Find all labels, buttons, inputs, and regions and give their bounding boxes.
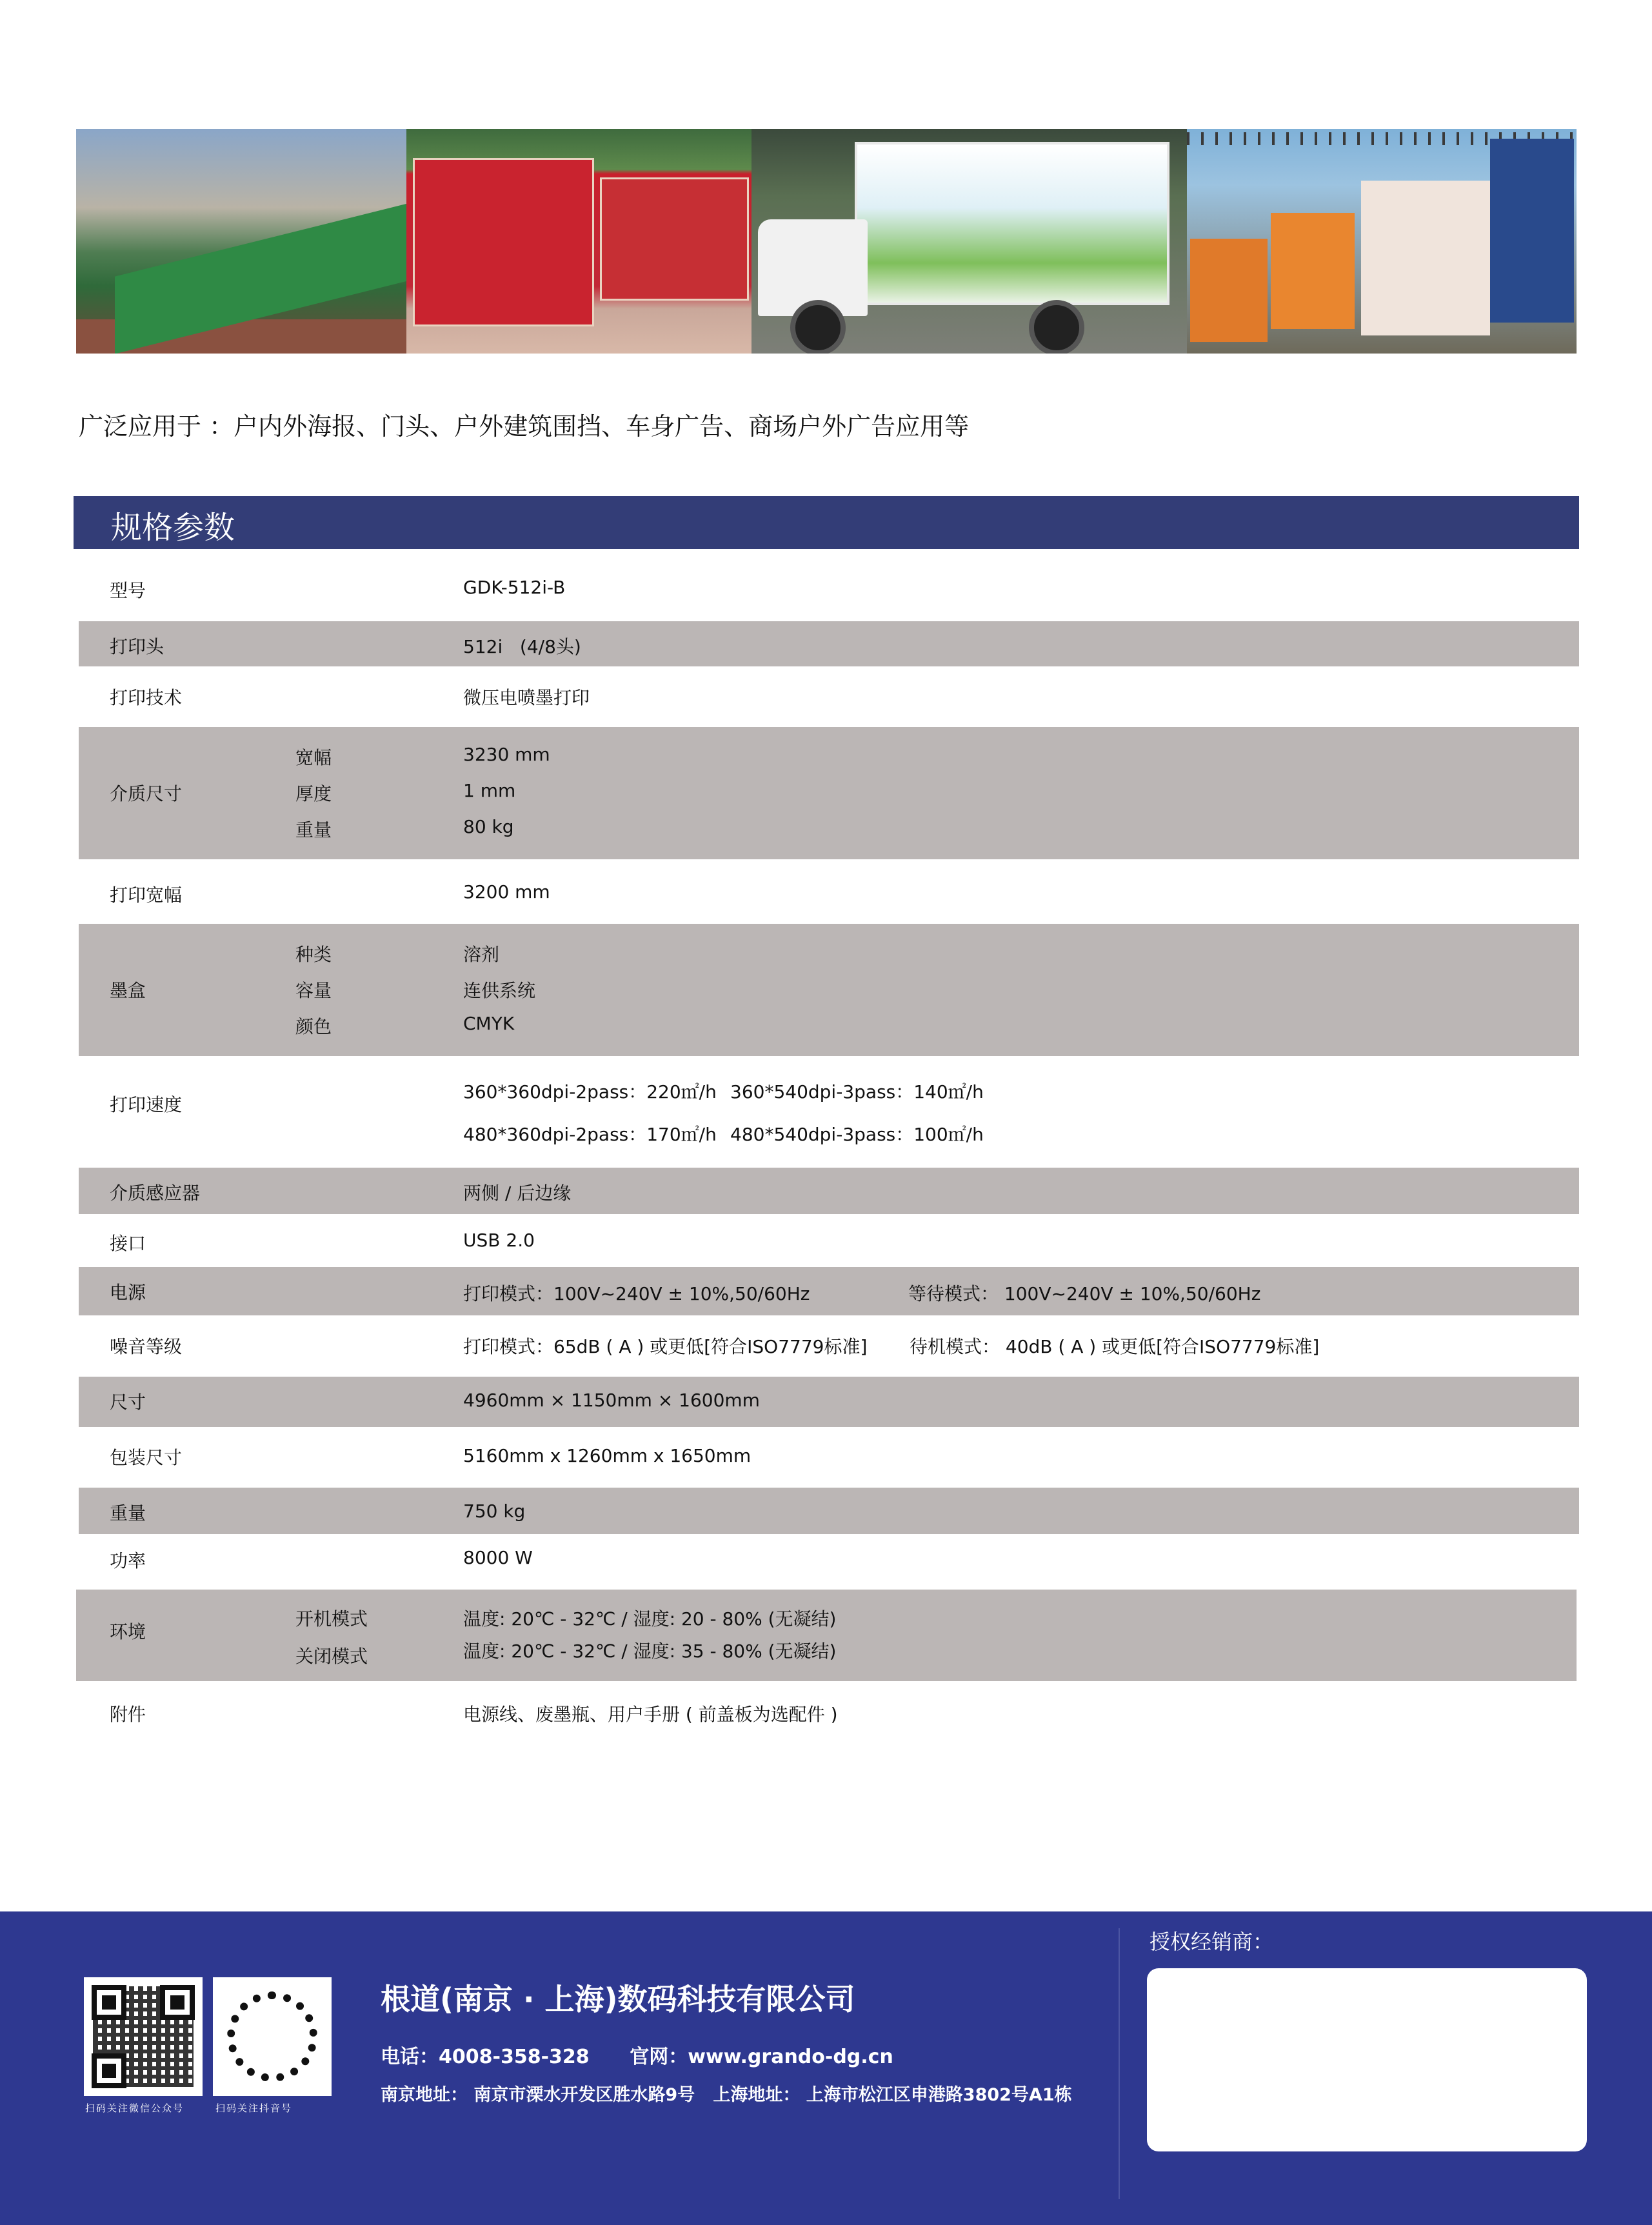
spec-value: 360*540dpi-3pass：140㎡/h xyxy=(730,1081,984,1103)
spec-row-media xyxy=(79,727,1579,859)
spec-section-header xyxy=(74,496,1579,549)
spec-sub-label: 宽幅 xyxy=(295,747,332,768)
spec-value: GDK-512i-B xyxy=(463,577,566,598)
spec-row-tech xyxy=(79,671,1579,721)
spec-sub-label: 种类 xyxy=(295,944,332,965)
spec-label: 接口 xyxy=(110,1233,146,1254)
spec-value: 480*360dpi-2pass：170㎡/h xyxy=(463,1124,717,1145)
spec-sub-label: 颜色 xyxy=(295,1016,332,1037)
spec-label: 介质尺寸 xyxy=(110,783,183,804)
spec-label: 尺寸 xyxy=(110,1392,146,1413)
spec-label: 重量 xyxy=(110,1502,146,1524)
spec-label: 打印头 xyxy=(110,636,164,657)
spec-row-ink xyxy=(79,924,1579,1056)
spec-label: 打印速度 xyxy=(110,1094,183,1115)
spec-row-speed xyxy=(79,1061,1579,1164)
spec-value: 两侧 / 后边缘 xyxy=(463,1182,572,1204)
spec-row-environment xyxy=(76,1590,1577,1681)
spec-label: 打印技术 xyxy=(110,687,183,708)
spec-value: 80 kg xyxy=(463,816,514,837)
wechat-qr-code xyxy=(84,1977,203,2096)
spec-row-sensor xyxy=(79,1168,1579,1214)
company-address: 南京地址： 南京市溧水开发区胜水路9号 上海地址： 上海市松江区申港路3802号A1栋 xyxy=(381,2085,1072,2105)
photo-outdoor-billboards xyxy=(1187,129,1577,354)
spec-value: CMYK xyxy=(463,1013,515,1034)
spec-sub-label: 关闭模式 xyxy=(295,1646,368,1667)
spec-value: 8000 W xyxy=(463,1547,533,1568)
spec-value: 3230 mm xyxy=(463,744,550,765)
spec-row-printhead xyxy=(79,621,1579,666)
spec-label: 型号 xyxy=(110,580,146,601)
spec-label: 功率 xyxy=(110,1550,146,1571)
spec-value: 打印模式：100V~240V ± 10%,50/60Hz xyxy=(463,1283,810,1304)
spec-row-power xyxy=(79,1267,1579,1315)
footer xyxy=(0,1911,1652,2225)
spec-value: 电源线、废墨瓶、用户手册 ( 前盖板为选配件 ) xyxy=(463,1704,838,1725)
spec-value: USB 2.0 xyxy=(463,1230,535,1251)
qr-caption-wechat: 扫码关注微信公众号 xyxy=(85,2102,184,2114)
spec-row-package xyxy=(79,1428,1579,1486)
footer-divider xyxy=(1119,1928,1120,2199)
spec-value: 3200 mm xyxy=(463,881,550,903)
spec-value: 4960mm × 1150mm × 1600mm xyxy=(463,1390,760,1411)
douyin-qr-code xyxy=(213,1977,332,2096)
spec-value: 温度: 20℃ - 32℃ / 湿度: 20 - 80% (无凝结) xyxy=(463,1608,837,1630)
spec-label: 环境 xyxy=(110,1621,146,1642)
photo-pharmacy-storefront xyxy=(76,129,406,354)
spec-value: 溶剂 xyxy=(463,944,500,965)
spec-label: 包装尺寸 xyxy=(110,1447,183,1468)
photo-truck-body-ad xyxy=(751,129,1187,354)
company-name: 根道(南京 · 上海)数码科技有限公司 xyxy=(381,1982,855,2017)
spec-value: 连供系统 xyxy=(463,980,536,1001)
qr-caption-douyin: 扫码关注抖音号 xyxy=(215,2102,293,2114)
dealer-label: 授权经销商： xyxy=(1149,1930,1274,1954)
application-photo-strip xyxy=(76,129,1577,354)
spec-row-wattage xyxy=(79,1535,1579,1587)
spec-value: 待机模式： 40dB ( A ) 或更低[符合ISO7779标准] xyxy=(910,1336,1320,1357)
spec-label: 电源 xyxy=(110,1282,146,1303)
spec-row-size xyxy=(79,1377,1579,1427)
company-contact: 电话：4008-358-328 官网：www.grando-dg.cn xyxy=(381,2046,893,2068)
spec-sub-label: 容量 xyxy=(295,980,332,1001)
spec-value: 512i (4/8头) xyxy=(463,636,581,657)
application-intro-text: 广泛应用于 ：户内外海报、门头、户外建筑围挡、车身广告、商场户外广告应用等 xyxy=(79,412,970,441)
spec-row-model xyxy=(79,561,1579,617)
spec-value: 360*360dpi-2pass：220㎡/h xyxy=(463,1081,717,1103)
spec-value: 750 kg xyxy=(463,1501,526,1522)
spec-sub-label: 开机模式 xyxy=(295,1608,368,1630)
spec-section-title: 规格参数 xyxy=(111,510,235,546)
spec-sub-label: 厚度 xyxy=(295,783,332,804)
spec-row-print-width xyxy=(79,864,1579,923)
photo-construction-hoarding xyxy=(406,129,751,354)
spec-row-accessories xyxy=(79,1685,1579,1743)
spec-value: 480*540dpi-3pass：100㎡/h xyxy=(730,1124,984,1145)
spec-value: 打印模式：65dB ( A ) 或更低[符合ISO7779标准] xyxy=(463,1336,868,1357)
spec-label: 打印宽幅 xyxy=(110,884,183,906)
spec-value: 5160mm x 1260mm x 1650mm xyxy=(463,1445,751,1466)
spec-sub-label: 重量 xyxy=(295,819,332,841)
spec-row-interface xyxy=(79,1217,1579,1264)
spec-row-weight xyxy=(79,1488,1579,1534)
spec-label: 介质感应器 xyxy=(110,1182,201,1204)
spec-label: 墨盒 xyxy=(110,980,146,1001)
dealer-stamp-box xyxy=(1147,1968,1587,2151)
spec-row-noise xyxy=(79,1319,1579,1374)
spec-value: 温度: 20℃ - 32℃ / 湿度: 35 - 80% (无凝结) xyxy=(463,1641,837,1662)
spec-value: 1 mm xyxy=(463,780,516,801)
spec-value: 等待模式： 100V~240V ± 10%,50/60Hz xyxy=(908,1283,1261,1304)
spec-label: 噪音等级 xyxy=(110,1336,183,1357)
spec-label: 附件 xyxy=(110,1704,146,1725)
spec-value: 微压电喷墨打印 xyxy=(463,687,590,708)
